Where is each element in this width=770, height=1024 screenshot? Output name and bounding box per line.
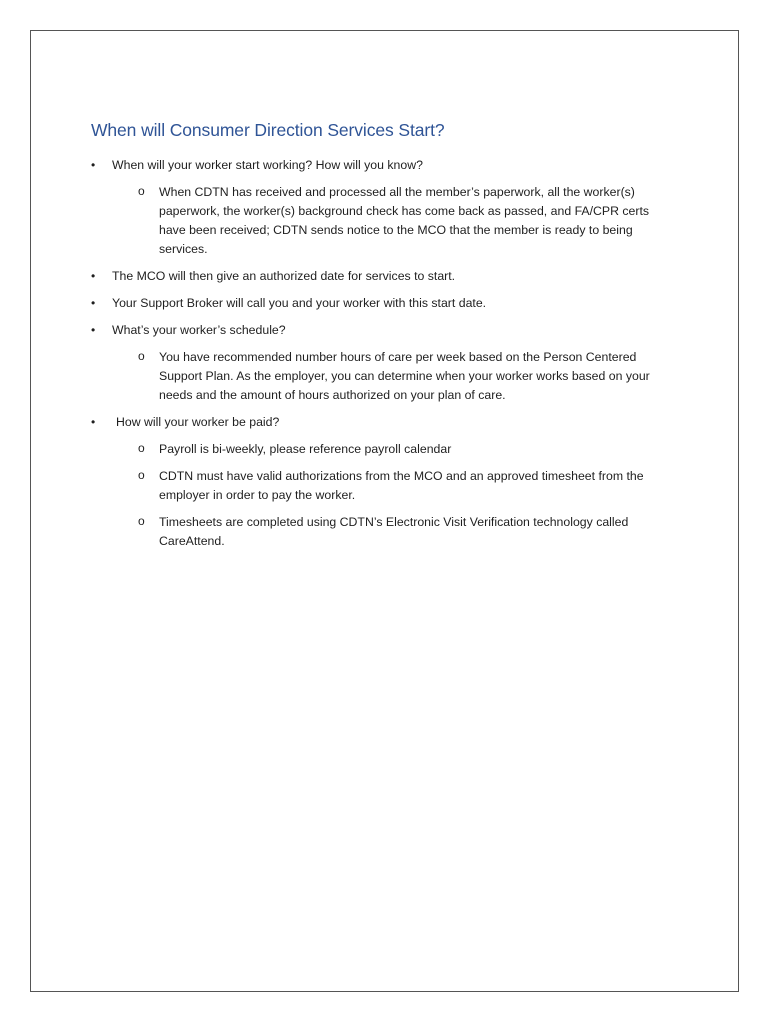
list-item-text: When will your worker start working? How will you know?	[112, 158, 423, 172]
list-item-text: The MCO will then give an authorized date for services to start.	[112, 269, 456, 283]
bullet-icon: •	[91, 415, 96, 429]
circle-bullet-icon: o	[138, 184, 145, 198]
sub-list-item-text: You have recommended number hours of care per week based on the Person Centered Support Plan. As the employer, you can determine when your worker works based on your needs and the amount of hours authorized on your plan of care.	[159, 350, 650, 402]
sub-list-item-text: When CDTN has received and processed all the member’s paperwork, all the worker(s) paperwork, the worker(s) background check has come back as passed, and FA/CPR certs have been received; CDTN sends notice to the MCO that the member is ready to being services.	[159, 185, 650, 256]
sub-list-item	[91, 348, 671, 405]
bullet-list	[91, 156, 671, 559]
circle-bullet-icon: o	[138, 441, 145, 455]
list-item-text: What’s your worker’s schedule?	[112, 323, 286, 337]
circle-bullet-icon: o	[138, 468, 145, 482]
section-heading: When will Consumer Direction Services Start?	[91, 120, 445, 140]
bullet-icon: •	[91, 323, 96, 337]
sub-list-item-text: Payroll is bi-weekly, please reference payroll calendar	[159, 442, 452, 456]
list-item	[91, 321, 671, 340]
list-item	[91, 156, 671, 175]
list-item-text: Your Support Broker will call you and your worker with this start date.	[112, 296, 487, 310]
circle-bullet-icon: o	[138, 514, 145, 528]
bullet-icon: •	[91, 269, 96, 283]
list-item	[91, 413, 671, 432]
bullet-icon: •	[91, 158, 96, 172]
list-item	[91, 267, 671, 286]
sub-list-item-text: CDTN must have valid authorizations from the MCO and an approved timesheet from the employer in order to pay the worker.	[159, 469, 644, 502]
bullet-icon: •	[91, 296, 96, 310]
sub-list-item-text: Timesheets are completed using CDTN’s Electronic Visit Verification technology called CareAttend.	[159, 515, 629, 548]
sub-list-item	[91, 183, 671, 259]
sub-list-item	[91, 513, 671, 551]
list-item	[91, 294, 671, 313]
document-page	[30, 30, 739, 992]
sub-list-item	[91, 440, 671, 459]
list-item-text: How will your worker be paid?	[116, 415, 280, 429]
circle-bullet-icon: o	[138, 349, 145, 363]
sub-list-item	[91, 467, 671, 505]
